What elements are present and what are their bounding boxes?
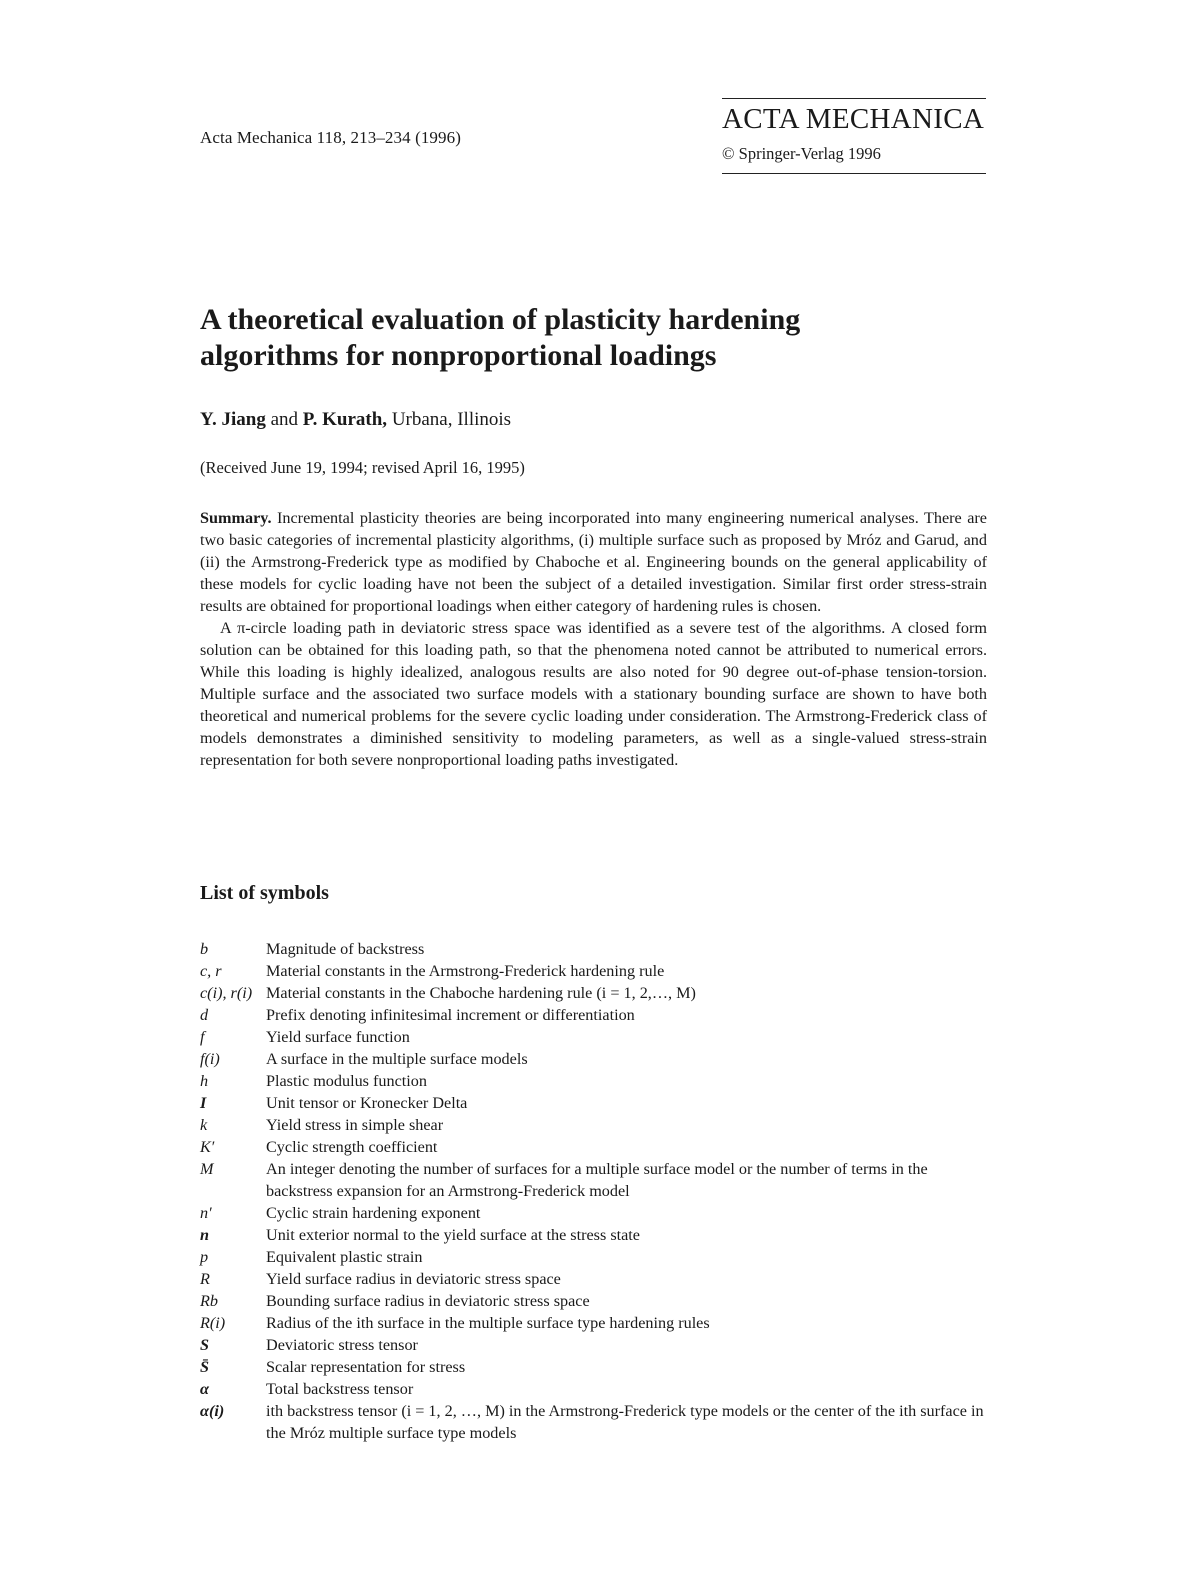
- received-dates: (Received June 19, 1994; revised April 16, 1995): [200, 458, 525, 477]
- symbol-row: [200, 1246, 990, 1268]
- author-conjunction: and: [265, 409, 303, 430]
- section-heading: List of symbols: [200, 882, 329, 904]
- symbol: c(i), r(i): [200, 984, 253, 1002]
- symbol-row: [200, 1026, 990, 1048]
- symbol-description: Equivalent plastic strain: [266, 1248, 423, 1266]
- abstract-text: Incremental plasticity theories are being incorporated into many engineering numerical analyses. There are two basic categories of incremental plasticity algorithms, (i) multiple surface such as proposed by Mróz and Garud, and (ii) the Armstrong-Frederick type as modified by Chaboche et al. Engineering bounds on the general applicability of these models for cyclic loading have not been the subject of a detailed investigation. Similar first order stress-strain results are obtained for proportional loadings when either category of hardening rules is chosen.: [200, 509, 987, 615]
- symbol-row: [200, 938, 990, 960]
- symbol-description: Scalar representation for stress: [266, 1358, 466, 1376]
- symbol-description: Total backstress tensor: [266, 1380, 414, 1398]
- symbol: c, r: [200, 962, 222, 980]
- symbol-description: Yield stress in simple shear: [266, 1116, 444, 1134]
- symbol: n: [200, 1226, 210, 1244]
- symbol: d: [200, 1006, 209, 1024]
- symbol-row: [200, 1378, 990, 1400]
- symbol-description: Magnitude of backstress: [266, 940, 425, 958]
- symbol: M: [200, 1160, 214, 1178]
- symbol-description: Deviatoric stress tensor: [266, 1336, 418, 1354]
- symbol-row: [200, 1004, 990, 1026]
- symbol-description: Yield surface radius in deviatoric stress space: [266, 1270, 561, 1288]
- symbol-description: Material constants in the Armstrong-Frederick hardening rule: [266, 962, 665, 980]
- symbol-row: [200, 1048, 990, 1070]
- journal-masthead: [722, 98, 986, 174]
- symbol: R: [200, 1270, 210, 1288]
- symbol-description: Cyclic strain hardening exponent: [266, 1204, 481, 1222]
- paper-title-line-1: A theoretical evaluation of plasticity hardening: [200, 303, 801, 336]
- symbol-row: [200, 1136, 990, 1158]
- symbol-description: Unit tensor or Kronecker Delta: [266, 1094, 468, 1112]
- symbol-description: Plastic modulus function: [266, 1072, 427, 1090]
- copyright-notice: © Springer-Verlag 1996: [722, 144, 881, 163]
- symbol: f: [200, 1028, 205, 1046]
- abstract-paragraph: [200, 507, 987, 617]
- symbol-row: [200, 1290, 990, 1312]
- symbol: S: [200, 1336, 210, 1354]
- symbol-description: Material constants in the Chaboche hardening rule (i = 1, 2,…, M): [266, 984, 696, 1002]
- symbol: h: [200, 1072, 209, 1090]
- symbol-description: Yield surface function: [266, 1028, 410, 1046]
- symbol-description: Prefix denoting infinitesimal increment or differentiation: [266, 1006, 635, 1024]
- symbol: I: [200, 1094, 207, 1112]
- symbols-list: [200, 938, 990, 1444]
- symbol-description: ith backstress tensor (i = 1, 2, …, M) in the Armstrong-Frederick type models or the center of the ith surface in the Mróz multiple surface type models: [266, 1402, 984, 1442]
- symbol: α(i): [200, 1402, 225, 1420]
- author-name: Y. Jiang: [200, 409, 266, 430]
- symbol: b: [200, 940, 209, 958]
- symbol: k: [200, 1116, 208, 1134]
- symbol-description: Unit exterior normal to the yield surface at the stress state: [266, 1226, 640, 1244]
- symbol-description: Bounding surface radius in deviatoric stress space: [266, 1292, 590, 1310]
- symbol-row: [200, 1158, 990, 1202]
- paper-title-line-2: algorithms for nonproportional loadings: [200, 339, 717, 372]
- symbol: S̄: [200, 1358, 210, 1376]
- author-affiliation: Urbana, Illinois: [387, 409, 512, 430]
- symbol-description: Cyclic strength coefficient: [266, 1138, 438, 1156]
- paper-title: [200, 302, 1000, 374]
- symbol-row: [200, 1334, 990, 1356]
- abstract-lead: Summary.: [200, 509, 272, 527]
- symbol-description: Radius of the ith surface in the multiple surface type hardening rules: [266, 1314, 710, 1332]
- symbol-row: [200, 982, 990, 1004]
- symbol-row: [200, 1224, 990, 1246]
- symbol-row: [200, 1400, 990, 1444]
- journal-name: ACTA MECHANICA: [722, 103, 985, 135]
- symbol-row: [200, 1268, 990, 1290]
- symbol: R(i): [200, 1314, 226, 1332]
- abstract-paragraph: A π-circle loading path in deviatoric stress space was identified as a severe test of the algorithms. A closed form solution can be obtained for this loading path, so that the phenomena noted cannot be attributed to numerical errors. While this loading is highly idealized, analogous results are also noted for 90 degree out-of-phase tension-torsion. Multiple surface and the associated two surface models with a stationary bounding surface are shown to have both theoretical and numerical problems for the severe cyclic loading under consideration. The Armstrong-Frederick class of models demonstrates a diminished sensitivity to modeling parameters, as well as a single-valued stress-strain representation for both severe nonproportional loading paths investigated.: [200, 619, 987, 769]
- symbol-description: An integer denoting the number of surfaces for a multiple surface model or the number of terms in the backstress expansion for an Armstrong-Frederick model: [266, 1160, 928, 1200]
- symbol-row: [200, 1114, 990, 1136]
- symbol: p: [200, 1248, 209, 1266]
- symbol: n′: [200, 1204, 212, 1222]
- symbol: Rb: [200, 1292, 218, 1310]
- symbol: K′: [200, 1138, 215, 1156]
- symbol: f(i): [200, 1050, 220, 1068]
- symbol-row: [200, 1070, 990, 1092]
- symbol-row: [200, 1202, 990, 1224]
- journal-citation: Acta Mechanica 118, 213–234 (1996): [200, 128, 461, 147]
- symbol-description: A surface in the multiple surface models: [266, 1050, 528, 1068]
- abstract: [200, 507, 987, 771]
- author-line: [200, 409, 511, 431]
- symbol: α: [200, 1380, 209, 1398]
- symbol-row: [200, 1312, 990, 1334]
- symbol-row: [200, 1092, 990, 1114]
- author-name: P. Kurath,: [302, 409, 388, 430]
- symbol-row: [200, 1356, 990, 1378]
- symbol-row: [200, 960, 990, 982]
